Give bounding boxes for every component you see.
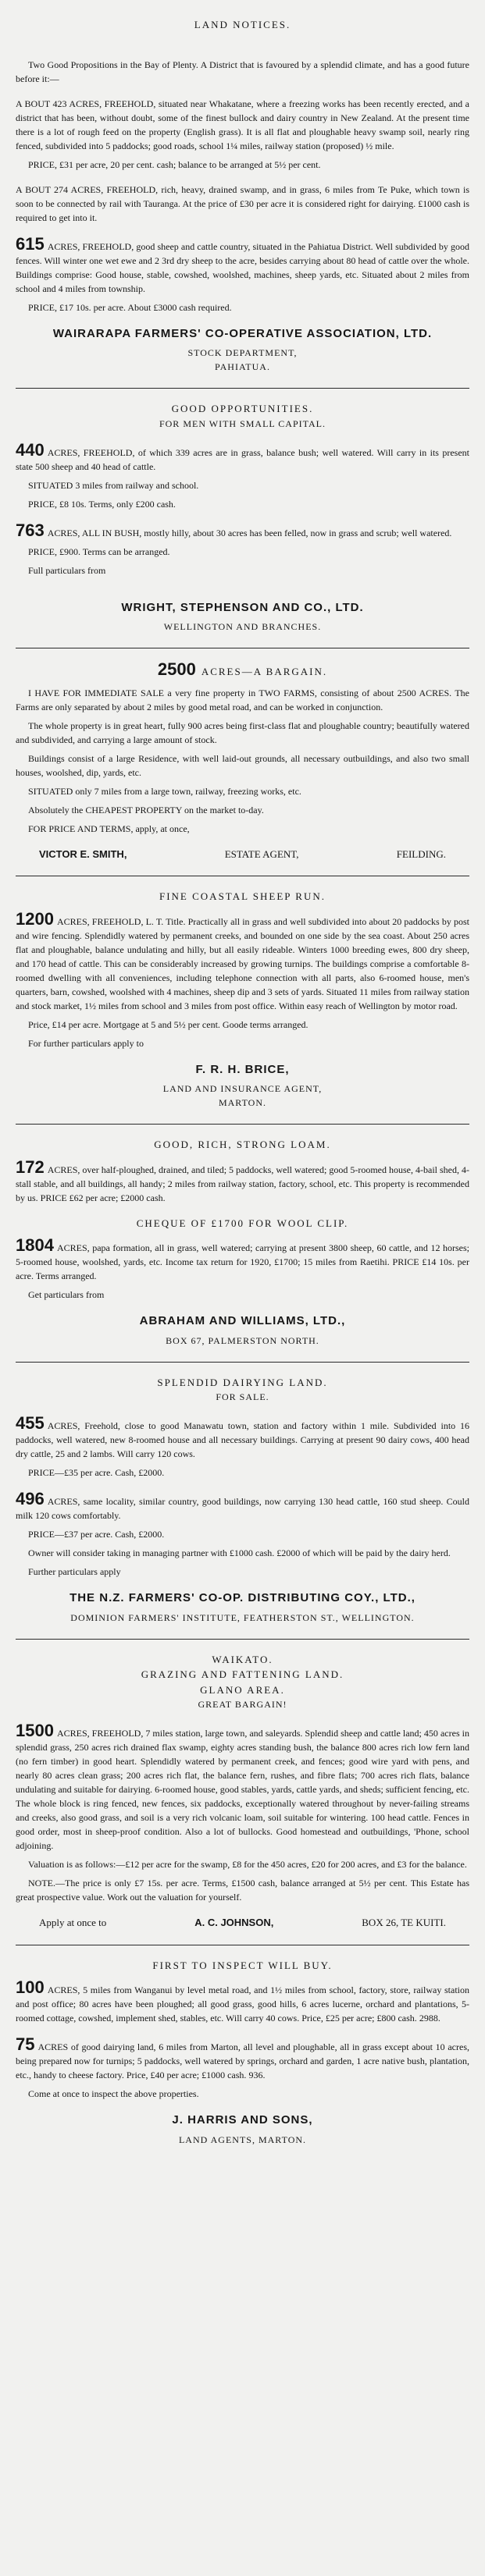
ad-price: PRICE—£35 per acre. Cash, £2000.	[28, 1467, 165, 1478]
intro-text: Two Good Propositions in the Bay of Plenty. A District that is favoured by a splendid climate, and has a good future before it:—	[16, 59, 469, 84]
agent-name: F. R. H. BRICE,	[195, 1062, 290, 1076]
firm-name: THE N.Z. FARMERS' CO-OP. DISTRIBUTING COY., LTD.,	[70, 1591, 415, 1604]
section-region: WAIKATO.	[212, 1653, 273, 1665]
agent-place: FEILDING.	[396, 847, 446, 860]
ad-text: A BOUT 423 ACRES, FREEHOLD, situated near Whakatane, where a freezing works has been recently erected, and a district that has been, without doubt, some of the finest bullock and dairy country in New Zealand. At the present time there is a lot of rough feed on the property (English grass). It is all flat and ploughable heavy swamp soil, nearly ring fenced, subdivided into 5 paddocks; good roads, school 1¼ miles, railway station (proposed) ½ mile.	[16, 98, 469, 151]
ad-bay-of-plenty	[16, 58, 469, 375]
ad-price: Price, £14 per acre. Mortgage at 5 and 5½ per cent. Goode terms arranged.	[28, 1018, 308, 1030]
ad-bargain	[16, 661, 469, 862]
ad-text: ACRES, ALL IN BUSH, mostly hilly, about 30 acres has been felled, now in grass and scrub; well watered.	[47, 527, 452, 538]
section-subtitle: FOR SALE.	[216, 1391, 269, 1402]
ad-text: A BOUT 274 ACRES, FREEHOLD, rich, heavy, drained swamp, and in grass, 6 miles from Te Puke, which town is soon to be connected by rail with Tauranga. At the price of £30 per acre it is considered right for dairying. £1000 cash is required to get into it.	[16, 183, 469, 223]
ad-text: ACRES, papa formation, all in grass, well watered; carrying at present 3800 sheep, 60 cattle, and 12 horses; 5-roomed house, woolshed, yards, etc. Income tax return for 1920, £1700; 15 miles from Raetihi. PRICE £14 10s. per acre. Terms arranged.	[16, 1242, 469, 1281]
ad-price: PRICE, £17 10s. per acre. About £3000 cash required.	[28, 301, 232, 313]
firm-name: WRIGHT, STEPHENSON AND CO., LTD.	[121, 600, 364, 614]
ad-text: ACRES, Freehold, close to good Manawatu town, station and factory within 1 mile. Subdivided into 16 paddocks, well watered, new 8-roomed house and all necessary buildings. Carrying at present 90 dairy cows, 400 head dry cattle, 25 and 2 lambs. Will carry 120 cows.	[16, 1420, 469, 1459]
ad-more: Come at once to inspect the above properties.	[28, 2088, 199, 2099]
ad-price: PRICE, £900. Terms can be arranged.	[28, 545, 170, 557]
firm-name: WAIRARAPA FARMERS' CO-OPERATIVE ASSOCIATION, LTD.	[52, 326, 433, 340]
ad-paragraph: Buildings consist of a large Residence, with well laid-out grounds, all necessary outbuildings, and also two small houses, woolshed, dip, yards, etc.	[16, 752, 469, 778]
acreage-number: 1804	[16, 1235, 54, 1255]
ad-more: Further particulars apply	[28, 1566, 121, 1577]
section-title: FINE COASTAL SHEEP RUN.	[159, 890, 326, 902]
ad-text: ACRES, 5 miles from Wanganui by level metal road, and 1½ miles from school, factory, store, railway station and post office; 80 acres have been ploughed; all good grass, good hills, 6 acres lucerne, orchard and plantations, 5-roomed cottage, cowshed, implement shed, stables, etc. Will carry 40 cows. Price, £25 per acre; £800 cash.	[16, 1984, 469, 2023]
section-title: ACRES—A BARGAIN.	[201, 666, 328, 677]
acreage-number: 172	[16, 1157, 45, 1177]
ad-price: PRICE, £31 per acre, 20 per cent. cash; balance to be arranged at 5½ per cent.	[28, 158, 321, 170]
ad-more: For further particulars apply to	[28, 1037, 144, 1049]
ad-price: PRICE, £8 10s. Terms, only £200 cash.	[28, 498, 176, 510]
agent-name: VICTOR E. SMITH,	[39, 847, 127, 860]
ad-paragraph: Absolutely the CHEAPEST PROPERTY on the market to-day.	[28, 804, 264, 815]
ad-text: ACRES, FREEHOLD, of which 339 acres are in grass, balance bush; well watered. Will carry in its present state 500 sheep and 40 head of cattle.	[16, 446, 469, 472]
firm-role: LAND AGENTS, MARTON.	[178, 2134, 307, 2145]
firm-dept: STOCK DEPARTMENT,	[187, 347, 298, 358]
acreage-number: 2500	[157, 659, 196, 679]
ad-text: ACRES, same locality, similar country, good buildings, now carrying 130 head cattle, 160 stud sheep. Could milk 120 cows comfortably.	[16, 1496, 469, 1521]
firm-name: J. HARRIS AND SONS,	[172, 2113, 313, 2127]
agent-box: BOX 26, TE KUITI.	[362, 1917, 446, 1928]
ad-more: Apply at once to	[39, 1917, 107, 1928]
ad-more: Full particulars from	[28, 564, 106, 576]
agent-role: ESTATE AGENT,	[224, 847, 299, 860]
ad-more: Get particulars from	[28, 1289, 105, 1300]
ad-note: Owner will consider taking in managing partner with £1000 cash. £2000 of which will be paid by the dairy herd.	[28, 1547, 451, 1558]
section-title: FIRST TO INSPECT WILL BUY.	[152, 1959, 333, 1971]
ad-paragraph: I HAVE FOR IMMEDIATE SALE a very fine property in TWO FARMS, consisting of about 2500 ACRES. The Farms are only separated by about 2 miles by good metal road, and can be worked in conjunction.	[16, 687, 469, 712]
section-banner: LAND NOTICES.	[194, 19, 291, 30]
section-tag: GREAT BARGAIN!	[198, 1699, 287, 1710]
ad-text: ACRES, FREEHOLD, 7 miles station, large town, and saleyards. Splendid sheep and cattle land; 450 acres in splendid grass, 250 acres rich drained flax swamp, eighty acres standing bush, the balance 800 acres rich low fern land (no fern timber) in good heart. Splendidly watered by permanent creek, and fences; good wire yard with pens, and nearly 80 acres clean grass; 200 acres rich flat, the balance fern, rushes, and fibre flats; 700 acres rich flats, balance undulating and suitable for dairying. 6-roomed house, good stables, yards, cattle yards, and sheds; sufficient fencing, etc. The whole block is ring fenced, new fences, six paddocks, exceptionally watered throughout by never-failing streams and creeks, also good grass, and soil is a very rich volcanic loam, soil suitable for wintering. 100 head cattle. Fences in good order, most in sheep-proof condition. Also a lot of bullocks. Good homestead and outbuildings, 'Phone, school adjoining.	[16, 1728, 469, 1851]
ad-text: ACRES, FREEHOLD, L. T. Title. Practically all in grass and well subdivided into about 20 paddocks by post and wire fencing. Splendidly watered by permanent creeks, and bounded on one side by the sea coast. About 250 acres flat and ploughable, balance undulating and hilly, but all easily rideable. Winters 1000 breeding ewes, 800 dry sheep, and 170 head of cattle. This can be considerably increased by growing turnips. The buildings comprise a comfortable 8-roomed dwelling with all conveniences, including telephone connection with all parts, also 6-roomed house, men's quarters, barn, cowshed, woolshed with 4 machines, sheep dip and 3 sets of yards. Situated 11 miles from railway station and stock market, 1½ miles from school and 3 miles from post office. Within easy reach of Wellington by motor road.	[16, 915, 469, 1011]
firm-address: DOMINION FARMERS' INSTITUTE, FEATHERSTON ST., WELLINGTON.	[70, 1611, 415, 1623]
divider	[16, 388, 469, 389]
acreage-number: 615	[16, 233, 45, 254]
ad-valuation: Valuation is as follows:—£12 per acre for the swamp, £8 for the 450 acres, £20 for 200 acres, and £3 for the balance.	[28, 1859, 467, 1870]
agent-place: MARTON.	[218, 1097, 267, 1108]
ad-first-to-inspect	[16, 1958, 469, 2147]
ad-paragraph: SITUATED only 7 miles from a large town, railway, freezing works, etc.	[28, 785, 301, 797]
ad-paragraph: The whole property is in great heart, fully 900 acres being first-class flat and ploughable country; beautifully watered and subdivided, and carrying a large amount of stock.	[16, 720, 469, 745]
ad-strong-loam	[16, 1137, 469, 1348]
acreage-number: 763	[16, 520, 45, 540]
divider	[16, 1639, 469, 1640]
acreage-number: 1500	[16, 1721, 54, 1740]
firm-box: BOX 67, PALMERSTON NORTH.	[166, 1334, 319, 1346]
acreage-number: 100	[16, 1977, 45, 1997]
divider	[16, 1362, 469, 1363]
firm-town: PAHIATUA.	[215, 361, 270, 372]
acreage-number: 440	[16, 439, 45, 460]
divider	[16, 1124, 469, 1125]
agent-role: LAND AND INSURANCE AGENT,	[162, 1083, 323, 1094]
firm-branches: WELLINGTON AND BRANCHES.	[163, 621, 322, 632]
section-subtitle: CHEQUE OF £1700 FOR WOOL CLIP.	[136, 1217, 349, 1229]
section-subtitle: FOR MEN WITH SMALL CAPITAL.	[159, 417, 326, 429]
agent-name: A. C. JOHNSON,	[194, 1917, 274, 1928]
ad-code: 2988.	[419, 2013, 440, 2023]
acreage-number: 1200	[16, 908, 54, 929]
ad-coastal-sheep-run	[16, 889, 469, 1110]
acreage-number: 75	[16, 2034, 35, 2054]
ad-waikato	[16, 1652, 469, 1931]
ad-code: 936.	[248, 2070, 266, 2080]
section-title: GOOD OPPORTUNITIES.	[171, 403, 314, 414]
ad-dairying-land	[16, 1375, 469, 1625]
ad-text: ACRES of good dairying land, 6 miles from Marton, all level and ploughable, all in grass except about 10 acres, being prepared now for turnips; 5 paddocks, well watered by springs, orchard and garden, 1 acre native bush, plantation, etc., handy to cheese factory. Price, £40 per acre; £1000 cash.	[16, 2041, 469, 2080]
ad-text: ACRES, FREEHOLD, good sheep and cattle country, situated in the Pahiatua District. Well subdivided by good fences. Will winter one wet ewe and 2 3rd dry sheep to the acre, besides carrying about 80 head of cattle over the whole. Buildings comprise: Good house, stable, cowshed, woolshed, machines, sheep yards, etc. Situated about 2 miles from school and 4 miles from township.	[16, 240, 469, 294]
ad-note: NOTE.—The price is only £7 15s. per acre. Terms, £1500 cash, balance arranged at 5½ per cent. This Estate has great prospective value. Work out the valuation for yourself.	[16, 1878, 469, 1903]
acreage-number: 455	[16, 1413, 45, 1433]
section-title: GRAZING AND FATTENING LAND.	[141, 1668, 344, 1680]
ad-paragraph: FOR PRICE AND TERMS, apply, at once,	[28, 823, 190, 834]
section-title: SPLENDID DAIRYING LAND.	[157, 1376, 328, 1388]
firm-name: ABRAHAM AND WILLIAMS, LTD.,	[139, 1314, 346, 1327]
acreage-number: 496	[16, 1489, 45, 1508]
ad-price: PRICE—£37 per acre. Cash, £2000.	[28, 1529, 165, 1540]
ad-good-opportunities	[16, 401, 469, 634]
ad-text: ACRES, over half-ploughed, drained, and tiled; 5 paddocks, well watered; good 5-roomed house, 4-bail shed, 4-stall stable, and all buildings, all handy; 2 miles from railway station, factory, school, etc. This property is recommended by us. PRICE £62 per acre; £2000 cash.	[16, 1164, 469, 1203]
section-area: GLANO AREA.	[200, 1683, 285, 1696]
ad-situation: SITUATED 3 miles from railway and school.	[28, 479, 199, 491]
section-title: GOOD, RICH, STRONG LOAM.	[154, 1139, 331, 1150]
